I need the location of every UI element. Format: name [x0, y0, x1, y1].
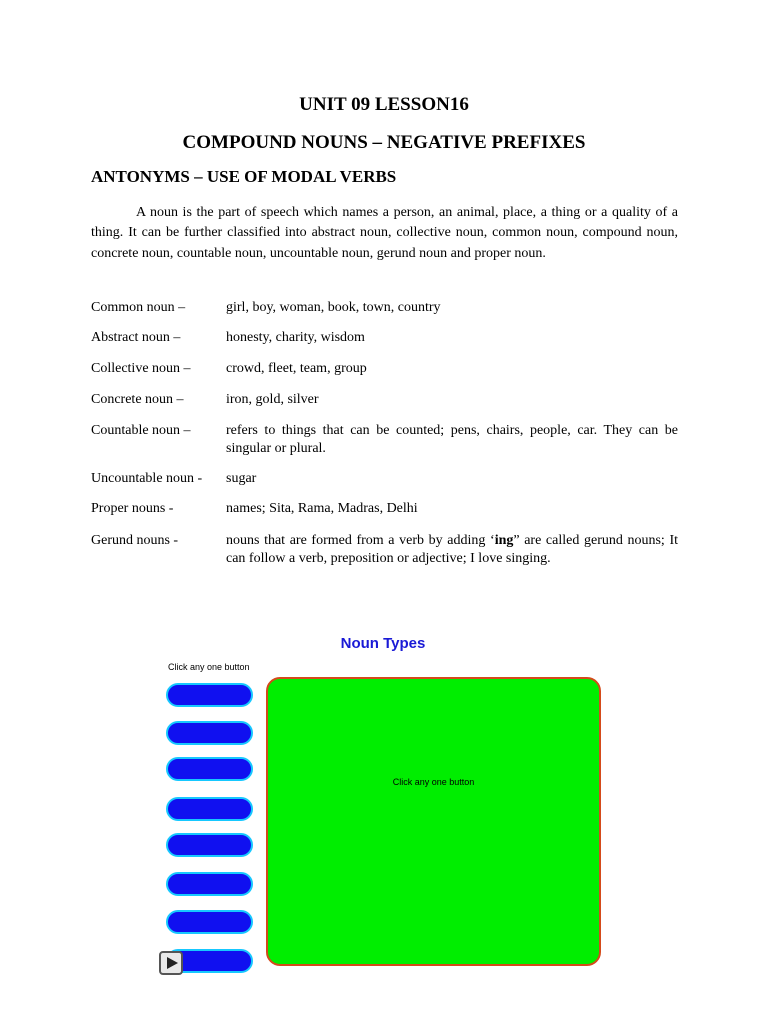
noun-type-button-4[interactable] [166, 797, 253, 821]
definition-term: Countable noun – [91, 423, 191, 438]
definition-common [91, 299, 678, 317]
definition-term: Collective noun – [91, 361, 191, 376]
definition-gerund [91, 532, 678, 568]
definition-desc-part: ” are called gerund nouns; It can follow a verb, preposition or adjective; I love singing. [226, 533, 679, 566]
definition-concrete [91, 391, 678, 409]
definition-desc: refers to things that can be counted; pens, chairs, people, car. They can be singular or plural. [226, 423, 678, 456]
definition-term: Uncountable noun - [91, 471, 203, 486]
definition-abstract [91, 329, 678, 347]
definition-desc-bold: ing [494, 533, 514, 548]
definition-desc: crowd, fleet, team, group [226, 361, 367, 376]
definition-term: Concrete noun – [91, 392, 184, 407]
noun-type-button-7[interactable] [166, 910, 253, 934]
definition-term: Common noun – [91, 300, 186, 315]
definition-desc: honesty, charity, wisdom [226, 330, 365, 345]
definition-collective [91, 360, 678, 378]
intro-paragraph: A noun is the part of speech which names a person, an animal, place, a thing or a quality of a thing. It can be further classified into abstract noun, collective noun, common noun, compound noun, concrete noun, countable noun, uncountable noun, gerund noun and proper noun. [91, 205, 678, 261]
noun-type-button-5[interactable] [166, 833, 253, 857]
definition-term: Proper nouns - [91, 501, 174, 516]
definition-desc: names; Sita, Rama, Madras, Delhi [226, 501, 418, 516]
definition-countable [91, 422, 678, 458]
unit-title: UNIT 09 LESSON16 [299, 94, 469, 115]
definition-desc: girl, boy, woman, book, town, country [226, 300, 441, 315]
widget-title: Noun Types [340, 635, 426, 652]
topic-title: COMPOUND NOUNS – NEGATIVE PREFIXES [182, 132, 586, 153]
definition-desc: sugar [226, 471, 257, 486]
definition-desc [226, 532, 678, 568]
definition-term: Gerund nouns - [91, 533, 179, 548]
definition-proper [91, 500, 678, 518]
subtopic-title: ANTONYMS – USE OF MODAL VERBS [91, 167, 397, 186]
noun-display-panel [266, 677, 601, 966]
play-button[interactable] [159, 951, 183, 975]
noun-type-button-2[interactable] [166, 721, 253, 745]
noun-type-button-3[interactable] [166, 757, 253, 781]
definition-uncountable [91, 470, 678, 488]
display-text: Click any one button [392, 777, 475, 787]
play-icon [165, 956, 179, 970]
noun-type-button-1[interactable] [166, 683, 253, 707]
definition-desc: iron, gold, silver [226, 392, 319, 407]
definition-desc-part: nouns that are formed from a verb by adding ‘ [226, 533, 495, 548]
noun-type-button-6[interactable] [166, 872, 253, 896]
click-hint: Click any one button [168, 662, 250, 672]
definition-term: Abstract noun – [91, 330, 181, 345]
